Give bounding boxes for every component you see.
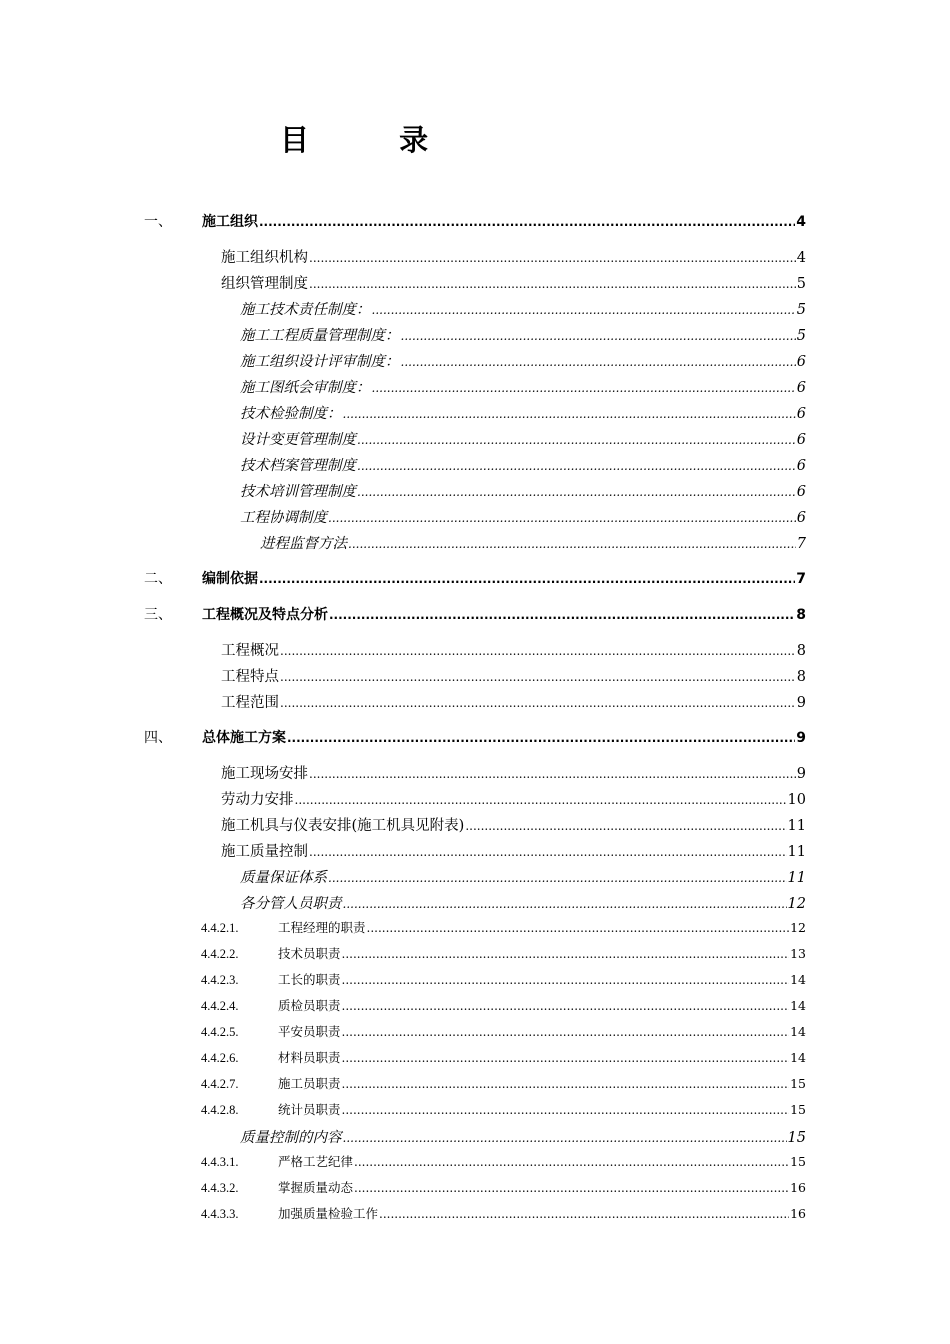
toc-entry-label: 统计员职责 — [278, 1102, 341, 1117]
toc-entry[interactable] — [221, 788, 806, 810]
toc-dot-leader — [328, 871, 787, 885]
toc-entry[interactable] — [201, 1048, 806, 1070]
toc-entry[interactable] — [201, 970, 806, 992]
toc-dot-leader — [342, 1051, 790, 1065]
toc-dot-leader — [259, 215, 795, 229]
toc-entry[interactable] — [240, 1126, 806, 1148]
toc-entry[interactable] — [201, 1178, 806, 1200]
toc-page-number: 6 — [796, 484, 806, 500]
toc-entry-label: 技术培训管理制度 — [240, 484, 356, 500]
toc-page-number: 8 — [796, 669, 806, 685]
toc-entry-number: 二、 — [144, 571, 172, 587]
toc-dot-leader — [280, 644, 796, 658]
toc-dot-leader — [342, 947, 790, 961]
toc-entry-label: 技术检验制度： — [240, 406, 342, 422]
toc-page-number: 4 — [796, 214, 806, 230]
toc-page-number: 9 — [796, 730, 806, 746]
toc-entry[interactable] — [201, 1022, 806, 1044]
toc-entry-number: 4.4.2.5. — [201, 1025, 239, 1039]
toc-dot-leader — [357, 459, 796, 473]
toc-entry-label: 施工工程质量管理制度： — [240, 328, 400, 344]
toc-entry-label: 材料员职责 — [278, 1050, 341, 1065]
toc-entry-label: 施工组织机构 — [221, 250, 308, 266]
toc-entry[interactable] — [221, 665, 806, 687]
toc-entry-label: 质量保证体系 — [240, 870, 327, 886]
toc-page-number: 9 — [796, 766, 806, 782]
toc-page-number: 16 — [790, 1180, 806, 1195]
toc-entry[interactable] — [221, 814, 806, 836]
toc-entry[interactable] — [201, 1152, 806, 1174]
toc-entry[interactable] — [221, 272, 806, 294]
toc-page-number: 5 — [796, 302, 806, 318]
toc-entry-number: 4.4.2.2. — [201, 947, 239, 961]
toc-entry-number: 三、 — [144, 607, 172, 623]
toc-page-number: 15 — [790, 1076, 806, 1091]
toc-entry[interactable] — [201, 1100, 806, 1122]
toc-dot-leader — [309, 767, 796, 781]
toc-dot-leader — [372, 303, 796, 317]
toc-dot-leader — [342, 999, 790, 1013]
toc-entry-label: 设计变更管理制度 — [240, 432, 356, 448]
toc-entry[interactable] — [201, 996, 806, 1018]
toc-page-number: 6 — [796, 432, 806, 448]
toc-dot-leader — [259, 572, 795, 586]
toc-dot-leader — [343, 1131, 787, 1145]
toc-dot-leader — [348, 537, 796, 551]
toc-dot-leader — [401, 355, 796, 369]
toc-page-number: 8 — [796, 643, 806, 659]
toc-page-number: 11 — [787, 870, 806, 886]
toc-entry-label: 工长的职责 — [278, 972, 341, 987]
toc-entry-label: 施工机具与仪表安排(施工机具见附表) — [221, 818, 465, 834]
toc-entry[interactable] — [221, 691, 806, 713]
toc-entry-label: 劳动力安排 — [221, 792, 294, 808]
toc-entry-label: 施工质量控制 — [221, 844, 308, 860]
toc-entry-label: 掌握质量动态 — [278, 1180, 354, 1195]
toc-page-number: 14 — [790, 998, 806, 1013]
toc-entry-label: 施工组织 — [202, 214, 258, 230]
toc-page-number: 15 — [790, 1102, 806, 1117]
toc-entry-number: 4.4.2.7. — [201, 1077, 239, 1091]
toc-entry-label: 施工技术责任制度： — [240, 302, 371, 318]
toc-dot-leader — [367, 921, 790, 935]
toc-page-number: 6 — [796, 510, 806, 526]
toc-entry[interactable] — [221, 762, 806, 784]
toc-page-number: 11 — [787, 844, 806, 860]
toc-entry-number: 4.4.2.8. — [201, 1103, 239, 1117]
toc-entry-label: 施工图纸会审制度： — [240, 380, 371, 396]
toc-entry-label: 技术员职责 — [278, 946, 341, 961]
page-title: 目 录 — [280, 123, 469, 157]
toc-entry[interactable] — [240, 480, 806, 502]
toc-entry-number: 一、 — [144, 214, 172, 230]
toc-page-number: 4 — [796, 250, 806, 266]
toc-page-number: 13 — [790, 946, 806, 961]
toc-page-number: 10 — [787, 792, 806, 808]
toc-page-number: 14 — [790, 1024, 806, 1039]
toc-page-number: 11 — [787, 818, 806, 834]
toc-entry[interactable] — [240, 350, 806, 372]
toc-entry-label: 工程经理的职责 — [278, 920, 366, 935]
toc-entry[interactable] — [201, 918, 806, 940]
toc-entry-label: 工程协调制度 — [240, 510, 327, 526]
toc-entry[interactable] — [240, 324, 806, 346]
toc-entry[interactable] — [144, 727, 806, 749]
toc-dot-leader — [280, 670, 796, 684]
toc-dot-leader — [354, 1155, 789, 1169]
toc-page-number: 8 — [796, 607, 806, 623]
toc-dot-leader — [379, 1207, 789, 1221]
toc-dot-leader — [342, 973, 790, 987]
toc-entry-label: 进程监督方法 — [260, 536, 347, 552]
toc-entry[interactable] — [240, 866, 806, 888]
toc-entry-label: 平安员职责 — [278, 1024, 341, 1039]
toc-page-number: 6 — [796, 354, 806, 370]
toc-entry[interactable] — [240, 454, 806, 476]
toc-page-number: 5 — [796, 276, 806, 292]
toc-entry-number: 4.4.3.3. — [201, 1207, 239, 1221]
toc-page-number: 6 — [796, 380, 806, 396]
toc-entry[interactable] — [240, 428, 806, 450]
toc-entry-label: 质检员职责 — [278, 998, 341, 1013]
toc-dot-leader — [342, 1103, 790, 1117]
toc-page-number: 9 — [796, 695, 806, 711]
toc-page-number: 6 — [796, 458, 806, 474]
toc-dot-leader — [295, 793, 787, 807]
toc-page-number: 15 — [787, 1130, 806, 1146]
toc-entry-label: 各分管人员职责 — [240, 896, 342, 912]
toc-entry[interactable] — [144, 211, 806, 233]
toc-dot-leader — [401, 329, 796, 343]
toc-page-number: 15 — [790, 1154, 806, 1169]
toc-entry-number: 4.4.2.6. — [201, 1051, 239, 1065]
toc-entry[interactable] — [221, 840, 806, 862]
toc-entry-number: 4.4.2.4. — [201, 999, 239, 1013]
toc-entry[interactable] — [201, 1204, 806, 1226]
toc-entry[interactable] — [144, 604, 806, 626]
toc-entry-label: 组织管理制度 — [221, 276, 308, 292]
toc-entry[interactable] — [240, 298, 806, 320]
toc-dot-leader — [309, 251, 796, 265]
toc-page-number: 5 — [796, 328, 806, 344]
toc-entry[interactable] — [144, 568, 806, 590]
toc-entry-label: 工程特点 — [221, 669, 279, 685]
toc-entry[interactable] — [260, 532, 806, 554]
toc-page-number: 7 — [796, 571, 806, 587]
toc-entry-label: 总体施工方案 — [202, 730, 286, 746]
toc-entry[interactable] — [201, 944, 806, 966]
toc-entry[interactable] — [240, 892, 806, 914]
toc-dot-leader — [342, 1077, 790, 1091]
toc-entry-label: 施工组织设计评审制度： — [240, 354, 400, 370]
toc-entry[interactable] — [201, 1074, 806, 1096]
toc-page-number: 7 — [796, 536, 806, 552]
toc-page-number: 16 — [790, 1206, 806, 1221]
toc-entry-label: 工程概况 — [221, 643, 279, 659]
toc-entry[interactable] — [221, 246, 806, 268]
toc-entry-label: 质量控制的内容 — [240, 1130, 342, 1146]
toc-dot-leader — [465, 819, 786, 833]
toc-entry-number: 4.4.3.2. — [201, 1181, 239, 1195]
toc-dot-leader — [342, 1025, 790, 1039]
toc-dot-leader — [357, 433, 796, 447]
toc-dot-leader — [309, 845, 787, 859]
toc-page-number: 14 — [790, 972, 806, 987]
toc-dot-leader — [280, 696, 796, 710]
toc-dot-leader — [372, 381, 796, 395]
toc-entry-label: 工程概况及特点分析 — [202, 607, 328, 623]
toc-page-number: 12 — [787, 896, 806, 912]
toc-entry-number: 4.4.2.3. — [201, 973, 239, 987]
toc-dot-leader — [309, 277, 796, 291]
toc-entry-label: 施工现场安排 — [221, 766, 308, 782]
toc-entry-label: 工程范围 — [221, 695, 279, 711]
toc-entry[interactable] — [240, 506, 806, 528]
toc-entry[interactable] — [240, 376, 806, 398]
toc-entry[interactable] — [221, 639, 806, 661]
toc-entry-number: 4.4.2.1. — [201, 921, 239, 935]
toc-dot-leader — [328, 511, 796, 525]
toc-entry-label: 技术档案管理制度 — [240, 458, 356, 474]
toc-page-number: 12 — [790, 920, 806, 935]
toc-dot-leader — [354, 1181, 789, 1195]
toc-dot-leader — [287, 731, 795, 745]
toc-entry-number: 四、 — [144, 730, 172, 746]
toc-dot-leader — [329, 608, 795, 622]
toc-page-number: 6 — [796, 406, 806, 422]
toc-page-number: 14 — [790, 1050, 806, 1065]
toc-entry-number: 4.4.3.1. — [201, 1155, 239, 1169]
toc-entry-label: 编制依据 — [202, 571, 258, 587]
toc-dot-leader — [343, 407, 796, 421]
toc-entry-label: 施工员职责 — [278, 1076, 341, 1091]
toc-dot-leader — [343, 897, 787, 911]
toc-dot-leader — [357, 485, 796, 499]
toc-entry-label: 加强质量检验工作 — [278, 1206, 379, 1221]
toc-entry[interactable] — [240, 402, 806, 424]
toc-entry-label: 严格工艺纪律 — [278, 1154, 354, 1169]
